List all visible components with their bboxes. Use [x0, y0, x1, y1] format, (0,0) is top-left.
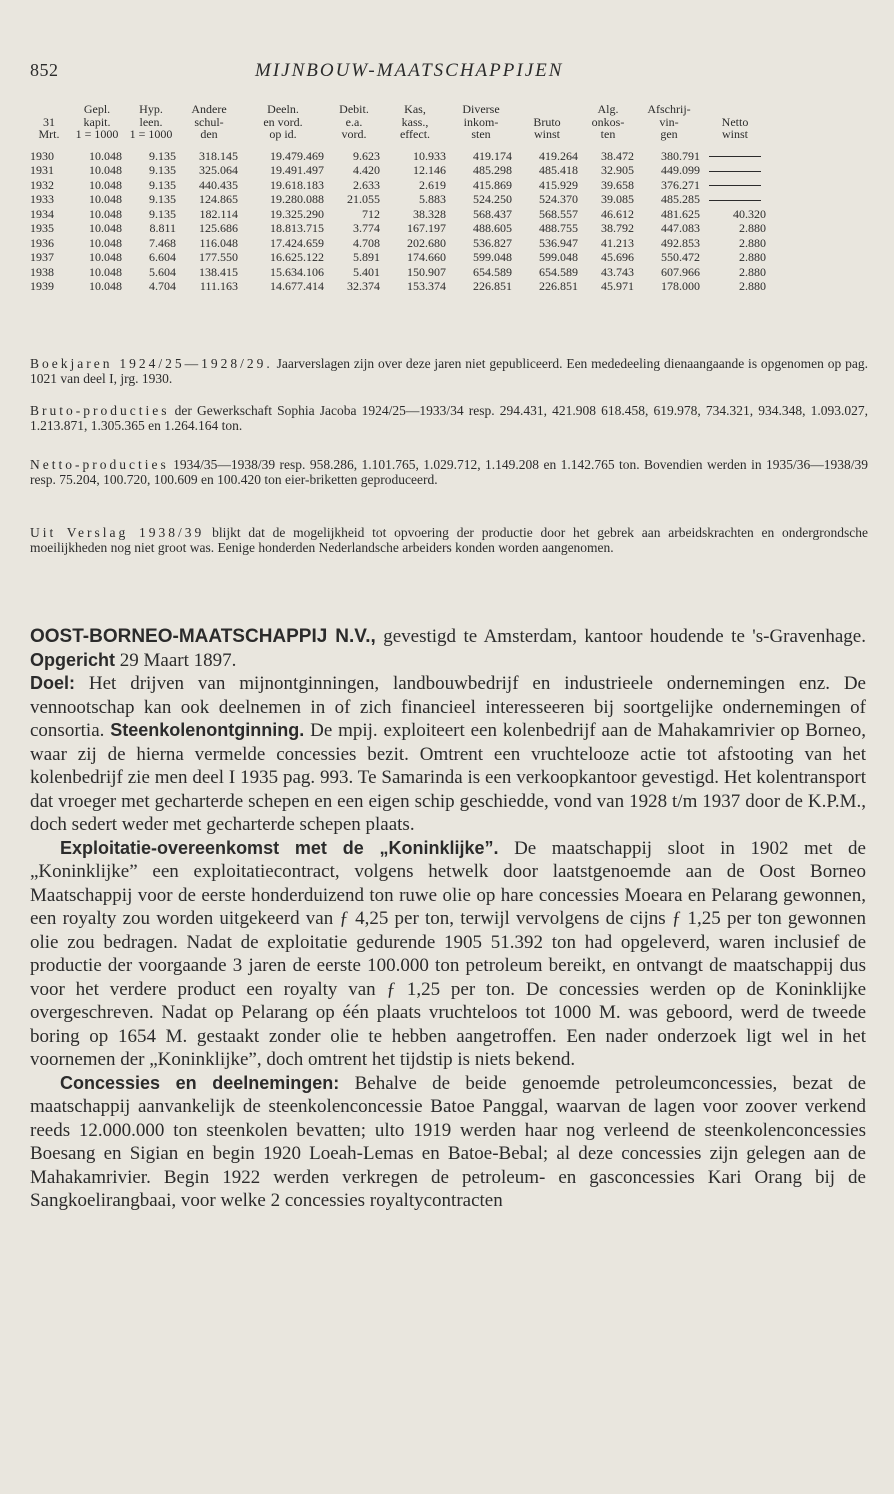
table-cell: 226.851	[539, 279, 578, 293]
table-cell: 39.085	[601, 192, 634, 206]
table-header-row	[28, 103, 768, 143]
note-lead: Netto-producties	[30, 457, 169, 472]
table-cell: 10.048	[89, 221, 122, 235]
table-row	[28, 279, 768, 294]
year-cell: 1930	[30, 148, 54, 163]
table-cell: 419.174	[473, 148, 512, 163]
year-cell: 1936	[30, 235, 54, 250]
table-cell: 4.420	[353, 163, 380, 177]
table-cell: 607.966	[661, 264, 700, 279]
table-cell: 9.135	[149, 163, 176, 177]
dash-line	[709, 156, 761, 157]
opgericht-label: Opgericht	[30, 649, 116, 670]
doel-label: Doel:	[30, 673, 75, 693]
column-header: Andere schul- den	[191, 102, 227, 141]
table-cell: 38.328	[413, 206, 446, 221]
table-cell: 138.415	[199, 264, 238, 279]
table-cell: 599.048	[539, 250, 578, 264]
year-cell: 1934	[30, 206, 54, 221]
table-cell: 536.947	[539, 235, 578, 250]
table-cell: 125.686	[199, 221, 238, 235]
note-bruto-producties	[30, 404, 868, 433]
table-cell: 45.971	[601, 279, 634, 293]
table-cell: 2.619	[419, 177, 446, 192]
table-cell: 32.905	[601, 163, 634, 177]
table-cell: 10.048	[89, 206, 122, 221]
table-cell: 325.064	[199, 163, 238, 177]
table-cell: 550.472	[661, 250, 700, 264]
table-row	[28, 221, 768, 236]
page-number: 852	[30, 60, 59, 80]
note-text: 1934/35—1938/39 resp. 958.286, 1.101.765, 1.029.712, 1.149.208 en 1.142.765 ton. Bovendien werden in 1935/36—1938/39 resp. 75.204, 100.720, 100.609 en 100.420 ton eier-briketten geproduceerd.	[30, 457, 868, 487]
column-header: Afschrij- vin- gen	[647, 102, 691, 141]
table-cell: 10.048	[89, 163, 122, 177]
note-netto-producties	[30, 458, 868, 487]
table-cell: 19.280.088	[270, 192, 324, 206]
table-cell: 524.250	[473, 192, 512, 206]
steenkolen-label: Steenkolenontginning.	[110, 720, 305, 740]
note-lead: Uit Verslag 1938/39	[30, 525, 205, 540]
column-header: Alg. onkos- ten	[591, 102, 625, 141]
table-row	[28, 178, 768, 193]
table-cell: 10.048	[89, 235, 122, 250]
column-header: Debit. e.a. vord.	[339, 102, 369, 141]
table-cell: 9.623	[353, 148, 380, 163]
table-cell: 167.197	[407, 221, 446, 235]
running-title: MIJNBOUW-MAATSCHAPPIJEN	[255, 60, 564, 81]
company-intro-paragraph	[30, 625, 866, 672]
table-cell: 9.135	[149, 206, 176, 221]
dash-line	[709, 200, 761, 201]
company-intro: gevestigd te Amsterdam, kantoor houdende te 's-Gravenhage.	[375, 626, 866, 647]
table-cell: 488.755	[539, 221, 578, 235]
table-cell: 10.048	[89, 250, 122, 264]
table-cell: 21.055	[347, 192, 380, 206]
table-cell: 415.869	[473, 177, 512, 192]
table-cell: 712	[362, 206, 380, 221]
table-cell: 419.264	[539, 148, 578, 163]
exploitatie-paragraph	[30, 837, 866, 1072]
note-lead: Boekjaren 1924/25—1928/29.	[30, 356, 273, 371]
table-cell: 19.325.290	[270, 206, 324, 221]
table-row	[28, 265, 768, 280]
note-boekjaren	[30, 357, 868, 386]
empty-value-dash	[702, 163, 768, 178]
note-text: Jaarverslagen zijn over deze jaren niet gepubliceerd. Een mededeeling dienaangaande is opgenomen op pag. 1021 van deel I, jrg. 1930.	[30, 356, 868, 386]
table-cell: 10.933	[413, 148, 446, 163]
table-cell: 9.135	[149, 148, 176, 163]
table-cell: 153.374	[407, 279, 446, 293]
table-cell: 3.774	[353, 221, 380, 235]
year-cell: 1938	[30, 264, 54, 279]
empty-value-dash	[702, 192, 768, 207]
table-cell: 174.660	[407, 250, 446, 264]
financial-table	[28, 103, 768, 294]
table-cell: 10.048	[89, 148, 122, 163]
company-entry	[30, 625, 866, 1213]
table-cell: 111.163	[199, 279, 238, 293]
table-cell: 2.880	[739, 250, 766, 264]
table-cell: 8.811	[149, 221, 176, 235]
table-cell: 599.048	[473, 250, 512, 264]
table-cell: 449.099	[661, 163, 700, 177]
table-cell: 568.437	[473, 206, 512, 221]
concessies-paragraph	[30, 1072, 866, 1213]
note-verslag	[30, 526, 868, 555]
table-row	[28, 163, 768, 178]
table-cell: 654.589	[473, 264, 512, 279]
steenkolen-text: De mpij. exploiteert een kolenbedrijf aan de Mahakamrivier op Borneo, waar zij de hierna vermelde concessies bezit. Omtrent een vruchtelooze actie tot afstooting van het kolenbedrijf zie men deel I 1935 pag. 993. Te Samarinda is een verkoopkantoor gevestigd. Het kolentransport dat vroeger met gecharterde schepen en een eigen schip geschiedde, vond van 1928 t/m 1937 door de K.P.M., doch sedert weder met gecharterde schepen plaats.	[30, 720, 866, 835]
table-cell: 9.135	[149, 192, 176, 206]
table-cell: 318.145	[199, 148, 238, 163]
table-cell: 17.424.659	[270, 235, 324, 250]
dash-line	[709, 185, 761, 186]
note-text: der Gewerkschaft Sophia Jacoba 1924/25—1933/34 resp. 294.431, 421.908 618.458, 619.978, 734.321, 934.348, 1.093.027, 1.213.871, 1.305.365 en 1.264.164 ton.	[30, 403, 868, 433]
table-row	[28, 192, 768, 207]
table-cell: 19.618.183	[270, 177, 324, 192]
table-cell: 38.792	[601, 221, 634, 235]
table-cell: 492.853	[661, 235, 700, 250]
table-cell: 10.048	[89, 177, 122, 192]
table-cell: 14.677.414	[270, 279, 324, 293]
table-cell: 45.696	[601, 250, 634, 264]
table-cell: 2.880	[739, 221, 766, 235]
year-cell: 1932	[30, 177, 54, 192]
table-cell: 415.929	[539, 177, 578, 192]
table-cell: 16.625.122	[270, 250, 324, 264]
table-row	[28, 236, 768, 251]
table-cell: 524.370	[539, 192, 578, 206]
table-cell: 41.213	[601, 235, 634, 250]
dash-line	[709, 171, 761, 172]
concessies-text: Behalve de beide genoemde petroleumconcessies, bezat de maatschappij aanvankelijk de steenkolenconcessie Batoe Panggal, waarvan de lagen voor zoover verkend reeds 12.000.000 ton steenkolen bevatten; ulto 1919 werden haar nog verleend de steenkolenconcessies Boesang en Sigian en begin 1920 Loeah-Lemas en Batoe-Bebal; al deze concessies zijn gelegen aan de Mahakamrivier. Begin 1922 werden verkregen de petroleum- en gasconcessies Kari Orang bij de Sangkoelirangbaai, voor welke 2 concessies royaltycontracten	[30, 1072, 866, 1211]
table-cell: 440.435	[199, 177, 238, 192]
table-cell: 10.048	[89, 264, 122, 279]
empty-value-dash	[702, 143, 768, 164]
table-cell: 10.048	[89, 279, 122, 293]
table-cell: 488.605	[473, 221, 512, 235]
table-cell: 182.114	[199, 206, 238, 221]
table-cell: 5.604	[149, 264, 176, 279]
column-header: Deeln. en vord. op id.	[263, 102, 303, 141]
table-cell: 6.604	[149, 250, 176, 264]
table-cell: 43.743	[601, 264, 634, 279]
table-cell: 2.880	[739, 235, 766, 250]
column-header: Hyp. leen. 1 = 1000	[129, 102, 173, 141]
table-cell: 178.000	[661, 279, 700, 293]
table-cell: 46.612	[601, 206, 634, 221]
year-cell: 1931	[30, 163, 54, 177]
column-header: Netto winst	[721, 114, 749, 141]
company-name: OOST-BORNEO-MAATSCHAPPIJ N.V.,	[30, 626, 376, 647]
table-cell: 38.472	[601, 148, 634, 163]
column-header: Diverse inkom- sten	[462, 102, 500, 141]
table-cell: 32.374	[347, 279, 380, 293]
table-cell: 5.401	[353, 264, 380, 279]
table-cell: 654.589	[539, 264, 578, 279]
table-cell: 150.907	[407, 264, 446, 279]
year-cell: 1933	[30, 192, 54, 206]
table-cell: 2.633	[353, 177, 380, 192]
table-body	[28, 143, 768, 294]
exploitatie-label: Exploitatie-overeenkomst met de „Koninklijke”.	[60, 837, 499, 858]
table-cell: 12.146	[413, 163, 446, 177]
empty-value-dash	[702, 178, 768, 193]
page-header	[30, 60, 870, 90]
table-cell: 5.883	[419, 192, 446, 206]
table-cell: 15.634.106	[270, 264, 324, 279]
opgericht-text: 29 Maart 1897.	[115, 649, 237, 671]
table-cell: 2.880	[739, 264, 766, 279]
table-cell: 447.083	[661, 221, 700, 235]
table-cell: 481.625	[661, 206, 700, 221]
table-cell: 19.479.469	[270, 148, 324, 163]
table-row	[28, 143, 768, 164]
column-header: 31 Mrt.	[38, 114, 60, 141]
table-cell: 4.708	[353, 235, 380, 250]
table-cell: 5.891	[353, 250, 380, 264]
column-header: Bruto winst	[533, 114, 561, 141]
doel-paragraph	[30, 672, 866, 837]
table-cell: 39.658	[601, 177, 634, 192]
concessies-label: Concessies en deelnemingen:	[60, 1072, 340, 1093]
table-cell: 7.468	[149, 235, 176, 250]
table-cell: 18.813.715	[270, 221, 324, 235]
table-row	[28, 250, 768, 265]
exploitatie-text: De maatschappij sloot in 1902 met de „Koninklijke” een exploitatiecontract, volgens hetwelk door laatstgenoemde aan de Oost Borneo Maatschappij voor de eerste honderduizend ton ruwe olie op hare concessies Moeara en Pelarang gewonnen, een royalty zou worden uitgekeerd van ƒ 4,25 per ton, terwijl vervolgens de cijns ƒ 1,25 per ton gewonnen olie zou bedragen. Nadat de exploitatie gedurende 1905 51.392 ton had opgeleverd, waren inclusief de productie der voorgaande 3 jaren de eerste 100.000 ton petroleum bereikt, en ontvangt de maatschappij dus voor het verdere product een royalty van ƒ 1,25 per ton. De concessies werden op de Koninklijke overgeschreven. Nadat op Pelarang op één plaats vruchteloos tot 1000 M. was geboord, werd de tweede boring op 1654 M. gestaakt zonder olie te hebben aangetroffen. Een nader onderzoek ligt wel in het voornemen der „Koninklijke”, doch omtrent het tijdstip is niets bekend.	[30, 837, 866, 1070]
table-cell: 116.048	[199, 235, 238, 250]
year-cell: 1939	[30, 279, 54, 293]
table-cell: 226.851	[473, 279, 512, 293]
table-cell: 376.271	[661, 177, 700, 192]
table-cell: 4.704	[149, 279, 176, 293]
year-cell: 1935	[30, 221, 54, 235]
table-cell: 19.491.497	[270, 163, 324, 177]
note-text: blijkt dat de mogelijkheid tot opvoering der productie door het gebrek aan arbeidskrachten en ondergrondsche moeilijkheden nog niet groot was. Eenige honderden Nederlandsche arbeiders konden worden aangenomen.	[30, 525, 868, 555]
table-cell: 202.680	[407, 235, 446, 250]
table-cell: 568.557	[539, 206, 578, 221]
table-cell: 485.285	[661, 192, 700, 206]
column-header: Gepl. kapit. 1 = 1000	[75, 102, 119, 141]
table-cell: 10.048	[89, 192, 122, 206]
table-cell: 9.135	[149, 177, 176, 192]
table-cell: 536.827	[473, 235, 512, 250]
year-cell: 1937	[30, 250, 54, 264]
table-cell: 177.550	[199, 250, 238, 264]
table-cell: 124.865	[199, 192, 238, 206]
table-cell: 40.320	[733, 206, 766, 221]
table-cell: 485.298	[473, 163, 512, 177]
doel-text: Het drijven van mijnontginningen, landbouwbedrijf en industrieele ondernemingen enz. De vennootschap kan ook deelnemen in of zich financieel interesseeren bij soortgelijke ondernemingen of consortia.	[30, 673, 866, 741]
table-cell: 380.791	[661, 148, 700, 163]
table-cell: 2.880	[739, 279, 766, 293]
note-lead: Bruto-producties	[30, 403, 170, 418]
table-cell: 485.418	[539, 163, 578, 177]
column-header: Kas, kass., effect.	[399, 102, 431, 141]
table-row	[28, 207, 768, 222]
